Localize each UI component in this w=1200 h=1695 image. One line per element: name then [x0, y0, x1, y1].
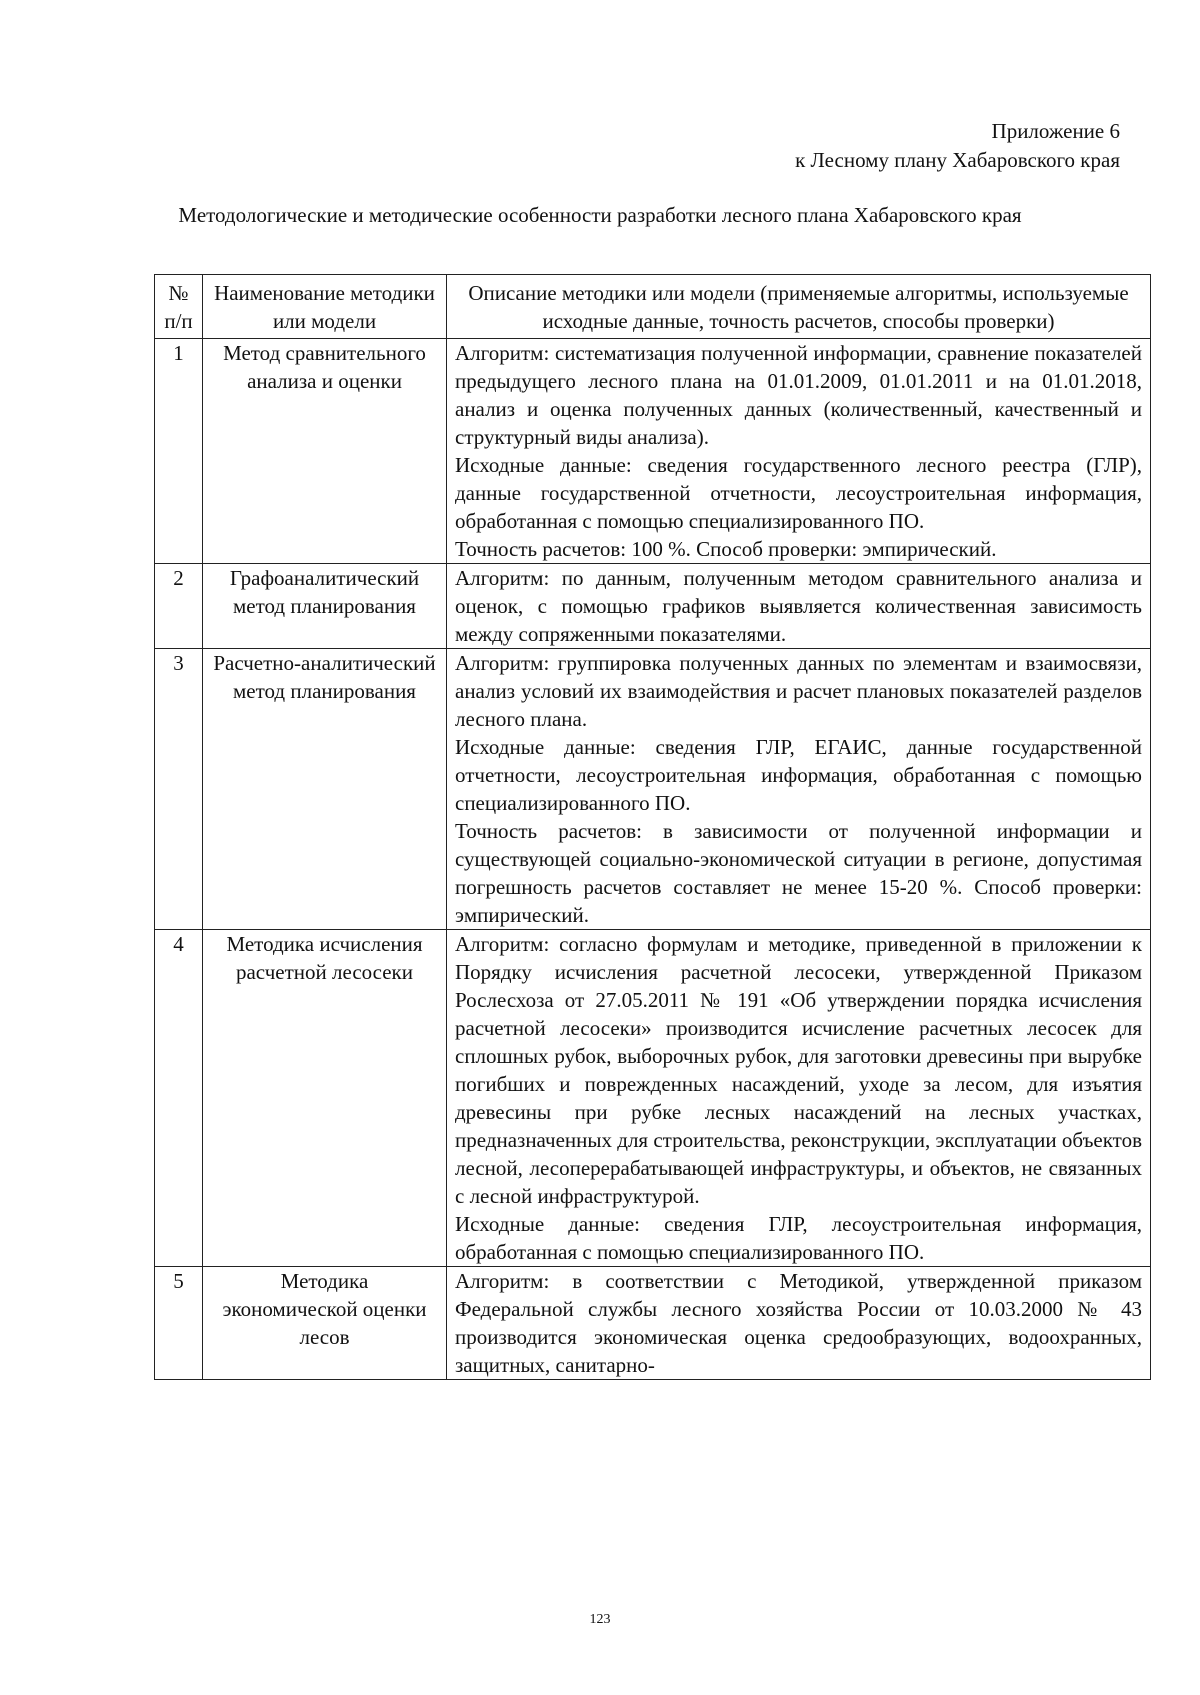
method-name: Расчетно-аналитический метод планирования: [203, 649, 447, 930]
row-number: 4: [155, 930, 203, 1267]
annex-line-1: Приложение 6: [991, 119, 1120, 143]
method-description: [447, 1267, 1151, 1380]
method-name: Методика исчисления расчетной лесосеки: [203, 930, 447, 1267]
table-row: [155, 564, 1151, 649]
header-num: № п/п: [155, 275, 203, 339]
description-paragraph: Точность расчетов: 100 %. Способ проверки: эмпирический.: [455, 537, 997, 561]
row-number: 5: [155, 1267, 203, 1380]
row-number: 3: [155, 649, 203, 930]
table-row: [155, 649, 1151, 930]
annex-heading: [795, 117, 1120, 175]
page-number: 123: [589, 1612, 611, 1627]
methods-table: [154, 274, 1151, 1380]
description-paragraph: Исходные данные: сведения ГЛР, лесоустроительная информация, обработанная с помощью специализированного ПО.: [455, 1212, 1142, 1264]
description-paragraph: Точность расчетов: в зависимости от полученной информации и существующей социально-экономической ситуации в регионе, допустимая погрешность расчетов составляет не менее 15-20 %. Способ проверки: эмпирический.: [455, 819, 1142, 927]
header-name: Наименование методики или модели: [203, 275, 447, 339]
method-name: Методика экономической оценки лесов: [203, 1267, 447, 1380]
description-paragraph: Алгоритм: по данным, полученным методом сравнительного анализа и оценок, с помощью графиков выявляется количественная зависимость между сопряженными показателями.: [455, 566, 1142, 646]
row-number: 1: [155, 339, 203, 564]
description-paragraph: Исходные данные: сведения ГЛР, ЕГАИС, данные государственной отчетности, лесоустроительная информация, обработанная с помощью специализированного ПО.: [455, 735, 1142, 815]
description-paragraph: Алгоритм: группировка полученных данных по элементам и взаимосвязи, анализ условий их взаимодействия и расчет плановых показателей разделов лесного плана.: [455, 651, 1142, 731]
description-paragraph: Исходные данные: сведения государственного лесного реестра (ГЛР), данные государственной отчетности, лесоустроительная информация, обработанная с помощью специализированного ПО.: [455, 453, 1142, 533]
table-row: [155, 1267, 1151, 1380]
table-row: [155, 930, 1151, 1267]
method-description: [447, 564, 1151, 649]
method-name: Метод сравнительного анализа и оценки: [203, 339, 447, 564]
row-number: 2: [155, 564, 203, 649]
table-row: [155, 339, 1151, 564]
description-paragraph: Алгоритм: согласно формулам и методике, приведенной в приложении к Порядку исчисления расчетной лесосеки, утвержденной Приказом Рослесхоза от 27.05.2011 № 191 «Об утверждении порядка исчисления расчетной лесосеки» производится исчисление расчетных лесосек для сплошных рубок, выборочных рубок, для заготовки древесины при вырубке погибших и поврежденных насаждений, уходе за лесом, для изъятия древесины при рубке лесных насаждений на лесных участках, предназначенных для строительства, реконструкции, эксплуатации объектов лесной, лесоперерабатывающей инфраструктуры, и объектов, не связанных с лесной инфраструктурой.: [455, 932, 1142, 1208]
method-description: [447, 339, 1151, 564]
method-description: [447, 930, 1151, 1267]
document-title: Методологические и методические особенности разработки лесного плана Хабаровского края: [178, 203, 1022, 227]
description-paragraph: Алгоритм: систематизация полученной информации, сравнение показателей предыдущего лесного плана на 01.01.2009, 01.01.2011 и на 01.01.2018, анализ и оценка полученных данных (количественный, качественный и структурный виды анализа).: [455, 341, 1142, 449]
description-paragraph: Алгоритм: в соответствии с Методикой, утвержденной приказом Федеральной службы лесного хозяйства России от 10.03.2000 № 43 производится экономическая оценка средообразующих, водоохранных, защитных, санитарно-: [455, 1269, 1142, 1377]
header-description: Описание методики или модели (применяемые алгоритмы, используемые исходные данные, точность расчетов, способы проверки): [447, 275, 1151, 339]
table-header-row: [155, 275, 1151, 339]
annex-line-2: к Лесному плану Хабаровского края: [795, 148, 1120, 172]
method-description: [447, 649, 1151, 930]
method-name: Графоаналитический метод планирования: [203, 564, 447, 649]
